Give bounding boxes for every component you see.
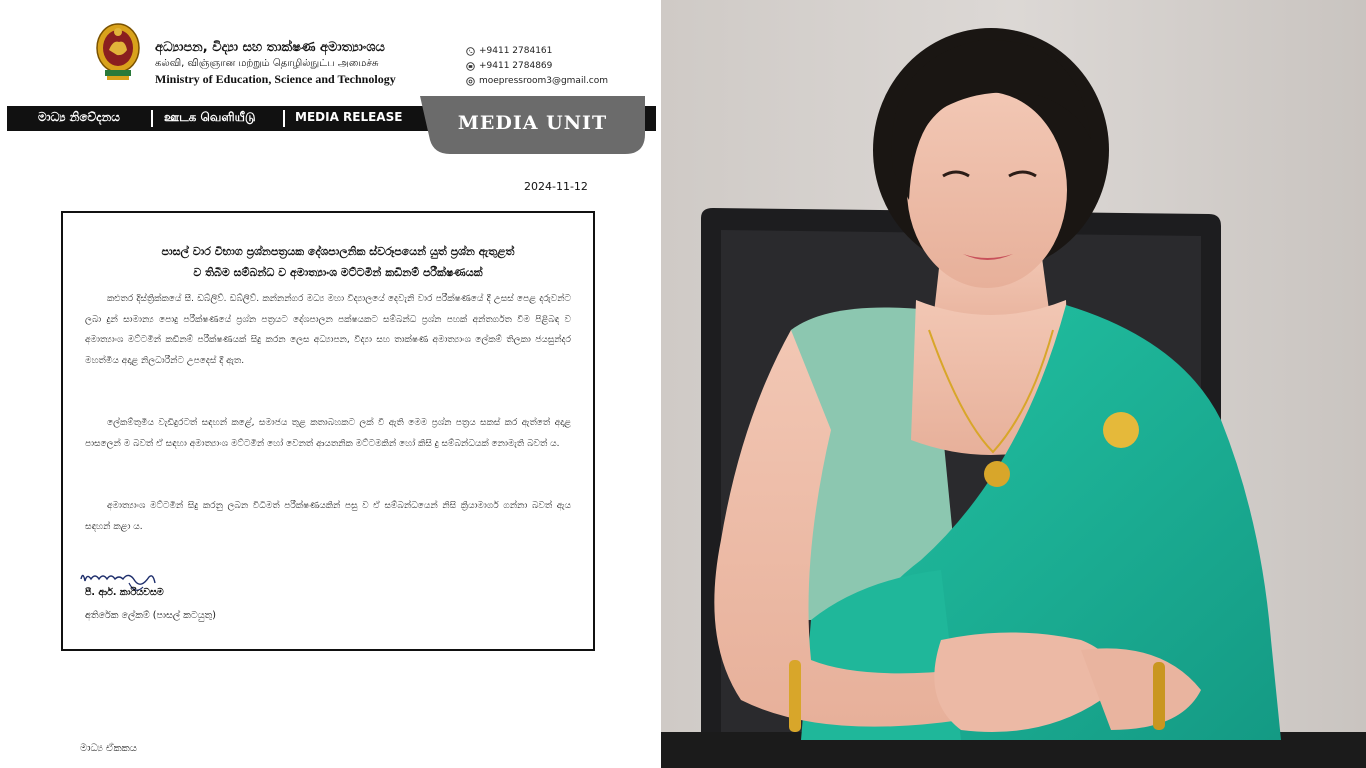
release-heading-line1: පාසල් වාර විභාග ප්‍රශ්නපත්‍රයක දේශපාලනික ස්වරූපයෙන් යුත් ප්‍රශ්න ඇතුළත් (161, 245, 515, 258)
banner-divider (151, 110, 153, 127)
release-paragraph-3: අමාත්‍යාංශ මට්ටමින් සිදු කරනු ලබන විධිමත් පරීක්ෂණයකින් පසු ව ඒ සම්බන්ධයෙන් නිසි ක්‍රියාමාර්ග ගන්නා බවත් ඇය සඳහන් කළා ය. (85, 501, 571, 532)
banner-label-tamil: ஊடக வெளியீடு (164, 110, 256, 124)
media-release-document (0, 0, 660, 768)
banner-label-sinhala: මාධ්‍ය නිවේදනය (38, 110, 120, 124)
contact-phone-text: +9411 2784161 (479, 46, 553, 56)
release-heading (123, 241, 553, 283)
signer-name: පී. ආර්. කාරියවසම (85, 587, 164, 598)
fax-icon (466, 62, 475, 71)
banner-divider (283, 110, 285, 127)
ministry-name-english: Ministry of Education, Science and Technology (155, 72, 396, 86)
contact-email-text: moepressroom3@gmail.com (479, 76, 609, 86)
banner-label-english: MEDIA RELEASE (295, 110, 403, 124)
portrait-image (661, 0, 1366, 768)
email-icon (466, 77, 475, 86)
secretary-portrait-photo (661, 0, 1366, 768)
contact-fax (466, 59, 608, 74)
phone-icon (466, 47, 475, 56)
release-body (61, 211, 595, 651)
footer-unit-label: මාධ්‍ය ඒකකය (80, 743, 137, 754)
release-date: 2024-11-12 (524, 180, 588, 193)
release-paragraph-1: කළුතර දිස්ත්‍රික්කයේ සී. ඩබ්ලිව්. ඩබ්ලිව්. කන්නන්ගර මධ්‍ය මහා විද්‍යාලයේ දෙවැනි වාර පරීක්ෂණයේ දී උසස් පෙළ දරුවන්ට ලබා දුන් සාමාන්‍ය පොදු පරීක්ෂණයේ ප්‍රශ්න පත්‍රයට දේශපාලන පක්ෂයකට සම්බන්ධ ප්‍රශ්න පහක් අන්තර්ගත වීම පිළිබඳ ව අමාත්‍යාංශ මට්ටමින් කඩිනම් පරීක්ෂණයක් සිදු කරන ලෙස අධ්‍යාපන, විද්‍යා සහ තාක්ෂණ අමාත්‍යාංශ ලේකම් තිලකා ජයසුන්දර මහත්මිය අදාළ නිලධාරීන්ට උපදෙස් දී ඇත. (85, 294, 572, 366)
ministry-name-tamil: கல்வி, விஞ்ஞான மற்றும் தொழில்நுட்ப அமைச்சு (155, 58, 379, 69)
national-emblem-icon (95, 20, 141, 82)
contact-fax-text: +9411 2784869 (479, 61, 553, 71)
contact-list (466, 44, 608, 89)
contact-email[interactable] (466, 74, 608, 89)
contact-phone (466, 44, 608, 59)
release-heading-line2: ව තිබීම සම්බන්ධ ව අමාත්‍යාංශ මට්ටමින් කඩිනම් පරීක්ෂණයක් (193, 266, 483, 279)
media-unit-label: MEDIA UNIT (457, 112, 608, 134)
ministry-name-sinhala: අධ්‍යාපන, විද්‍යා සහ තාක්ෂණ අමාත්‍යාංශය (155, 40, 385, 55)
signer-role: අතිරේක ලේකම් (පාසල් කටයුතු) (85, 610, 216, 621)
release-paragraph-2: ලේකම්තුමිය වැඩිදුරටත් සඳහන් කළේ, සමාජය තුළ කතාබහකට ලක් වී ඇති මෙම ප්‍රශ්න පත්‍රය සකස් කර ඇත්තේ අදාළ පාසලෙන් ම බවත් ඒ සඳහා අමාත්‍යාංශ මට්ටමින් හෝ වෙනත් ආයතනික මට්ටමකින් හෝ කිසි දු සම්බන්ධයක් නොමැති බවත් ය. (85, 418, 571, 449)
